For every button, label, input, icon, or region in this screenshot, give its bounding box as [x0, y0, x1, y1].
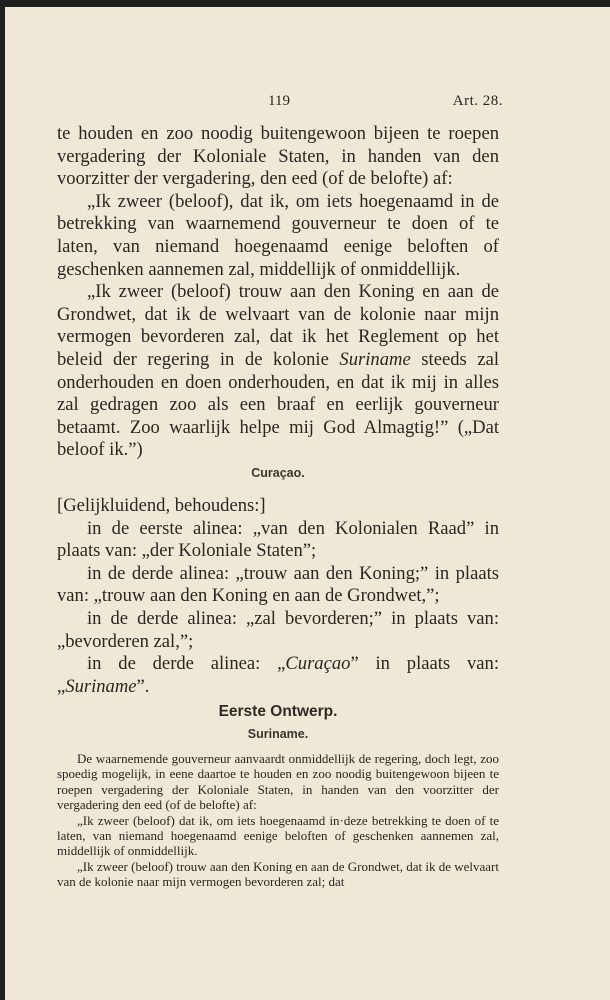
draft-subtitle: Suriname. — [247, 727, 309, 741]
italic-term: Suriname — [65, 675, 137, 697]
paragraph: „Ik zweer (beloof) trouw aan den Koning en aan de Grondwet, dat ik de welvaart van de kolonie naar mijn vermogen bevorderen zal; dat — [57, 858, 499, 890]
curacao-section — [57, 417, 499, 480]
text-span: in de derde alinea: „ — [87, 653, 286, 675]
page — [5, 7, 610, 1000]
paragraph: De waarnemende gouverneur aanvaardt onmiddellijk de regering, doch legt, zoo spoedig mogelijk, in eene daartoe te houden en zoo noodig buitengewoon bijeen te roepen vergadering der Koloniale Staten, in handen van den voorzitter der vergadering den eed (of de belofte) af: — [57, 751, 499, 813]
article-label: Art. 28. — [452, 93, 503, 109]
italic-term: Suriname — [339, 348, 411, 370]
italic-term: Curaçao — [285, 653, 351, 675]
page-header — [5, 93, 610, 113]
amendment-line — [57, 653, 499, 698]
section-heading: Curaçao. — [251, 466, 305, 480]
draft-text — [57, 751, 499, 890]
text-span: „Ik zweer (beloof) trouw aan den Koning en aan de Grondwet, dat ik de welvaart van de kolonie naar mijn vermogen bevorderen zal, dat ik het Reglement op het beleid der regering in de kolonie — [57, 281, 499, 370]
page-number: 119 — [268, 93, 290, 109]
text-span: ” in plaats van: „ — [57, 653, 499, 697]
oath-text — [57, 123, 499, 462]
curacao-amendments — [57, 495, 499, 698]
amendment-line: [Gelijkluidend, behoudens:] — [57, 495, 266, 516]
amendment-line: in de derde alinea: „trouw aan den Koning;” in plaats van: „trouw aan den Koning en aan de Grondwet,”; — [57, 562, 499, 607]
paragraph: „Ik zweer (beloof), dat ik, om iets hoegenaamd in de betrekking van waarnemend gouverneur te doen of te laten, van niemand hoegenaamd eenige beloften of geschenken aannemen zal, middellijk of onmiddellijk. — [57, 190, 499, 280]
paragraph: te houden en zoo noodig buitengewoon bijeen te roepen vergadering der Koloniale Staten, in handen van den voorzitter der vergadering, den eed (of de belofte) af: — [57, 123, 499, 190]
amendment-line: in de eerste alinea: „van den Kolonialen Raad” in plaats van: „der Koloniale Staten”; — [57, 517, 499, 562]
paragraph: „Ik zweer (beloof) dat ik, om iets hoegenaamd in·deze betrekking te doen of te laten, van niemand hoegenaamd eenige beloften of geschenken aannemen zal, middellijk of onmiddellijk. — [57, 812, 499, 859]
first-draft-section — [57, 703, 499, 890]
text-span: steeds zal onderhouden en doen onderhouden, en dat ik mij in alles zal gedragen zoo als een braaf en eerlijk gouverneur betaamt. Zoo waarlijk helpe mij God Almagtig!” („Dat beloof ik.”) — [57, 348, 499, 461]
amendment-line: in de derde alinea: „zal bevorderen;” in plaats van: „bevorderen zal,”; — [57, 607, 499, 652]
draft-title: Eerste Ontwerp. — [218, 703, 338, 720]
text-span: ”. — [136, 675, 150, 697]
